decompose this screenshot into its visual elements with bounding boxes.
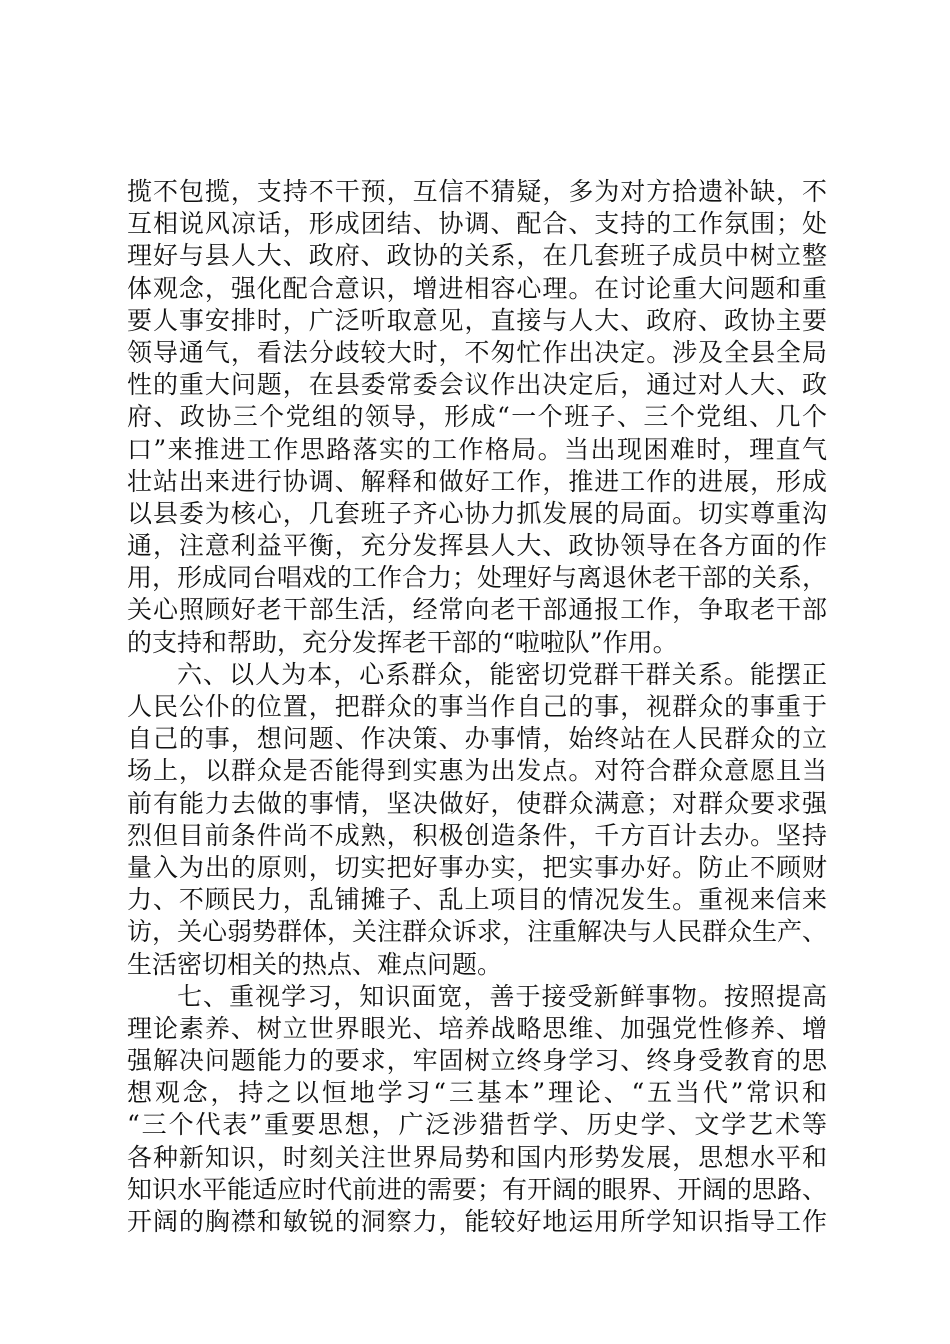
text-line: “三个代表”重要思想，广泛涉猎哲学、历史学、文学艺术等 (127, 1110, 827, 1140)
text-line: 通，注意利益平衡，充分发挥县人大、政协领导在各方面的作 (127, 531, 827, 561)
text-line: 理论素养、树立世界眼光、培养战略思维、加强党性修养、增 (127, 1013, 827, 1043)
text-line: 理好与县人大、政府、政协的关系，在几套班子成员中树立整 (127, 241, 827, 271)
text-line: 性的重大问题，在县委常委会议作出决定后，通过对人大、政 (127, 370, 827, 400)
text-line: 的支持和帮助，充分发挥老干部的“啦啦队”作用。 (127, 627, 678, 657)
text-line: 体观念，强化配合意识，增进相容心理。在讨论重大问题和重 (127, 273, 827, 303)
text-line: 壮站出来进行协调、解释和做好工作，推进工作的进展，形成 (127, 466, 827, 496)
text-line: 自己的事，想问题、作决策、办事情，始终站在人民群众的立 (127, 724, 827, 754)
text-line: 人民公仆的位置，把群众的事当作自己的事，视群众的事重于 (127, 692, 827, 721)
paragraph-first-line: 七、重视学习，知识面宽，善于接受新鲜事物。按照提高 (177, 981, 827, 1011)
text-line: 前有能力去做的事情，坚决做好，使群众满意；对群众要求强 (127, 788, 827, 818)
text-line: 强解决问题能力的要求，牢固树立终身学习、终身受教育的思 (127, 1046, 827, 1076)
text-line: 知识水平能适应时代前进的需要；有开阔的眼界、开阔的思路、 (127, 1174, 828, 1204)
text-line: 用，形成同台唱戏的工作合力；处理好与离退休老干部的关系， (127, 563, 828, 593)
paragraph-first-line: 六、以人为本，心系群众，能密切党群干群关系。能摆正 (177, 659, 827, 689)
text-line: 生活密切相关的热点、难点问题。 (127, 949, 503, 979)
text-line: 揽不包揽，支持不干预，互信不猜疑，多为对方拾遗补缺，不 (127, 177, 827, 206)
text-line: 烈但目前条件尚不成熟，积极创造条件，千方百计去办。坚持 (127, 820, 827, 850)
text-line: 以县委为核心，几套班子齐心协力抓发展的局面。切实尊重沟 (127, 498, 827, 528)
text-line: 府、政协三个党组的领导，形成“一个班子、三个党组、几个 (127, 402, 827, 432)
text-line: 互相说风凉话，形成团结、协调、配合、支持的工作氛围；处 (127, 209, 827, 239)
body-text (127, 176, 827, 1238)
text-line: 量入为出的原则，切实把好事办实，把实事办好。防止不顾财 (127, 852, 827, 882)
text-line: 想观念，持之以恒地学习“三基本”理论、“五当代”常识和 (127, 1078, 827, 1108)
text-line: 口”来推进工作思路落实的工作格局。当出现困难时，理直气 (127, 434, 827, 464)
text-line: 各种新知识，时刻关注世界局势和国内形势发展，思想水平和 (127, 1142, 827, 1172)
text-line: 力、不顾民力，乱铺摊子、乱上项目的情况发生。重视来信来 (127, 885, 827, 915)
text-line: 要人事安排时，广泛听取意见，直接与人大、政府、政协主要 (127, 305, 827, 335)
text-line: 关心照顾好老干部生活，经常向老干部通报工作，争取老干部 (127, 595, 827, 625)
text-line: 开阔的胸襟和敏锐的洞察力，能较好地运用所学知识指导工作 (127, 1207, 827, 1236)
text-line: 访，关心弱势群体，关注群众诉求，注重解决与人民群众生产、 (127, 917, 828, 947)
text-line: 场上，以群众是否能得到实惠为出发点。对符合群众意愿且当 (127, 756, 827, 786)
text-line: 领导通气，看法分歧较大时，不匆忙作出决定。涉及全县全局 (127, 337, 827, 367)
